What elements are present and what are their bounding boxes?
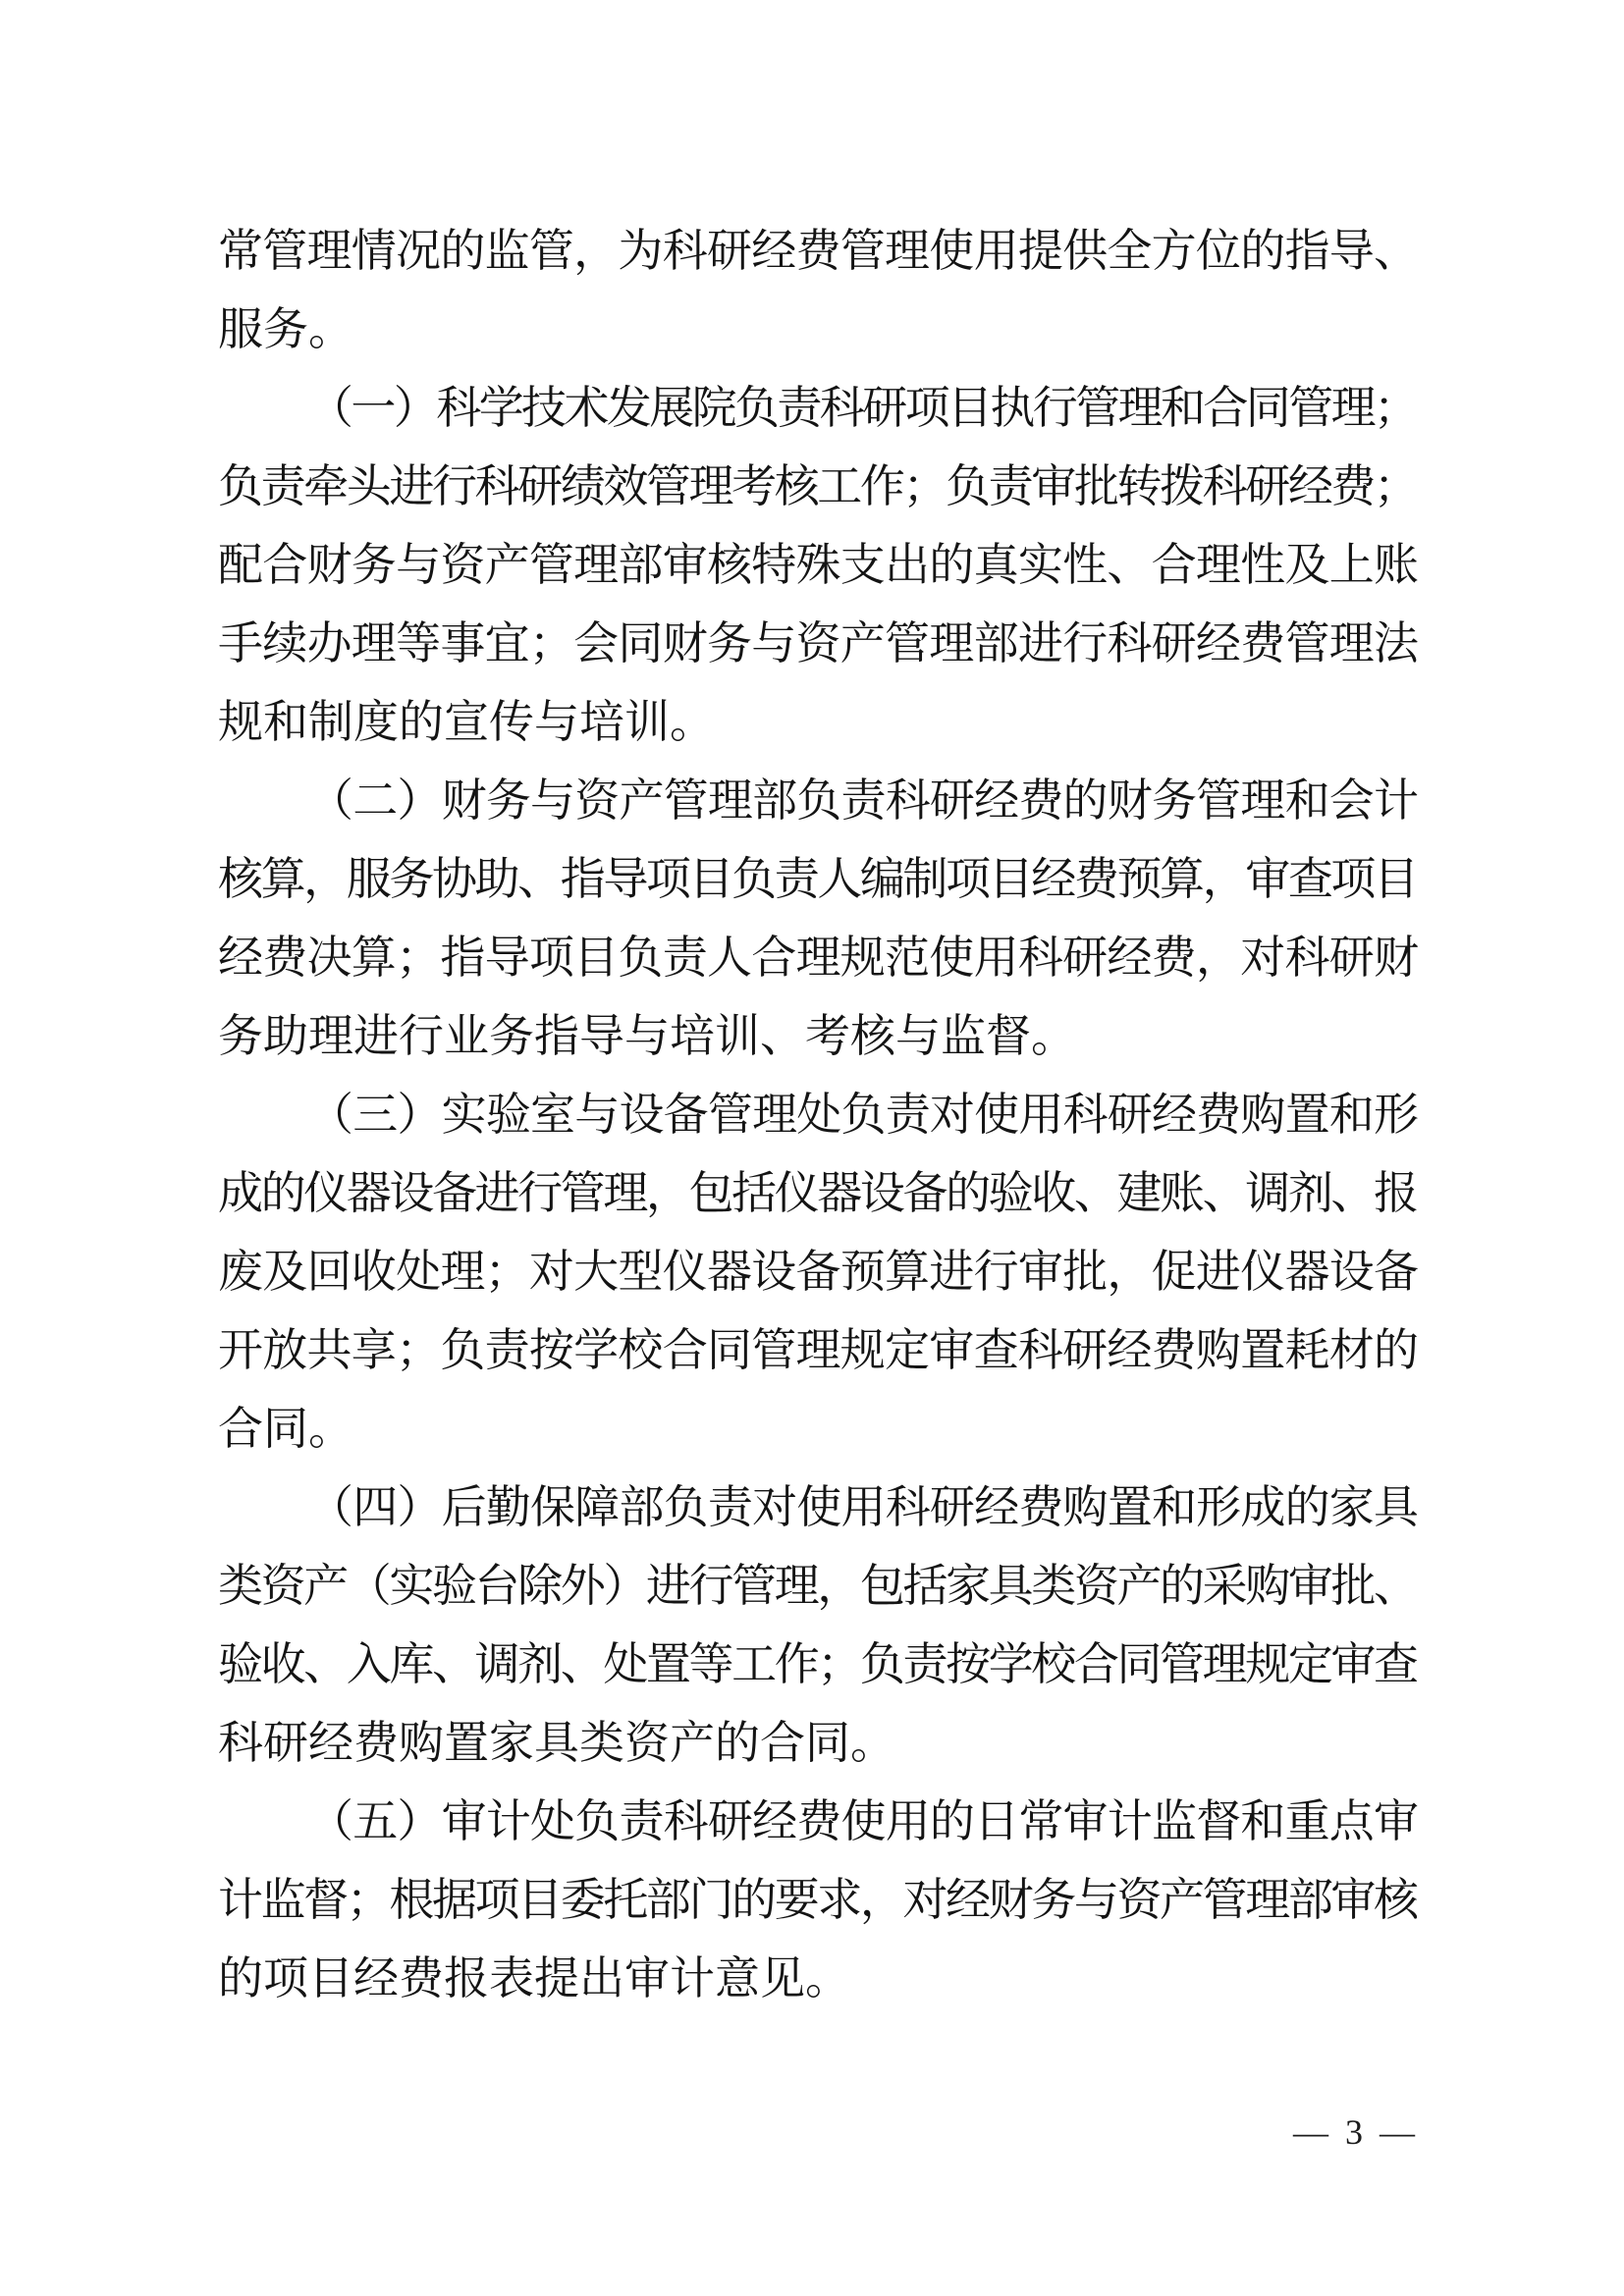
text-line: 合同。 — [218, 1404, 353, 1454]
text-line: 验收、入库、调剂、处置等工作；负责按学校合同管理规定审查 — [218, 1639, 1417, 1689]
paragraph — [218, 212, 1419, 369]
page-number: — 3 — — [1293, 2112, 1419, 2152]
text-line: （一）科学技术发展院负责科研项目执行管理和合同管理； — [308, 383, 1417, 433]
text-line: 废及回收处理；对大型仪器设备预算进行审批，促进仪器设备 — [218, 1247, 1419, 1297]
text-line: 开放共享；负责按学校合同管理规定审查科研经费购置耗材的 — [218, 1325, 1419, 1375]
text-line: 核算，服务协助、指导项目负责人编制项目经费预算，审查项目 — [218, 854, 1417, 904]
text-line: 手续办理等事宜；会同财务与资产管理部进行科研经费管理法 — [218, 618, 1419, 668]
text-line: 经费决算；指导项目负责人合理规范使用科研经费，对科研财 — [218, 933, 1419, 983]
text-line: 服务。 — [218, 304, 353, 354]
text-line: 规和制度的宣传与培训。 — [218, 697, 715, 747]
text-line: （四）后勤保障部负责对使用科研经费购置和形成的家具 — [308, 1482, 1419, 1532]
text-line: 务助理进行业务指导与培训、考核与监督。 — [218, 1011, 1076, 1061]
text-line: 科研经费购置家具类资产的合同。 — [218, 1718, 895, 1768]
text-line: 负责牵头进行科研绩效管理考核工作；负责审批转拨科研经费； — [218, 461, 1417, 511]
paragraph — [218, 762, 1419, 1076]
document-body — [218, 212, 1419, 2018]
paragraph — [218, 1468, 1419, 1783]
text-line: 常管理情况的监管，为科研经费管理使用提供全方位的指导、 — [218, 226, 1419, 276]
text-line: 的项目经费报表提出审计意见。 — [218, 1953, 850, 2003]
text-line: 计监督；根据项目委托部门的要求，对经财务与资产管理部审核 — [218, 1875, 1417, 1925]
text-line: （三）实验室与设备管理处负责对使用科研经费购置和形 — [308, 1090, 1419, 1140]
text-line: （二）财务与资产管理部负责科研经费的财务管理和会计 — [308, 775, 1419, 826]
text-line: （五）审计处负责科研经费使用的日常审计监督和重点审 — [308, 1796, 1419, 1846]
text-line: 配合财务与资产管理部审核特殊支出的真实性、合理性及上账 — [218, 540, 1419, 590]
paragraph — [218, 1783, 1419, 2018]
paragraph — [218, 369, 1419, 762]
paragraph — [218, 1076, 1419, 1468]
text-line: 类资产（实验台除外）进行管理，包括家具类资产的采购审批、 — [218, 1561, 1417, 1611]
text-line: 成的仪器设备进行管理，包括仪器设备的验收、建账、调剂、报 — [218, 1168, 1417, 1218]
